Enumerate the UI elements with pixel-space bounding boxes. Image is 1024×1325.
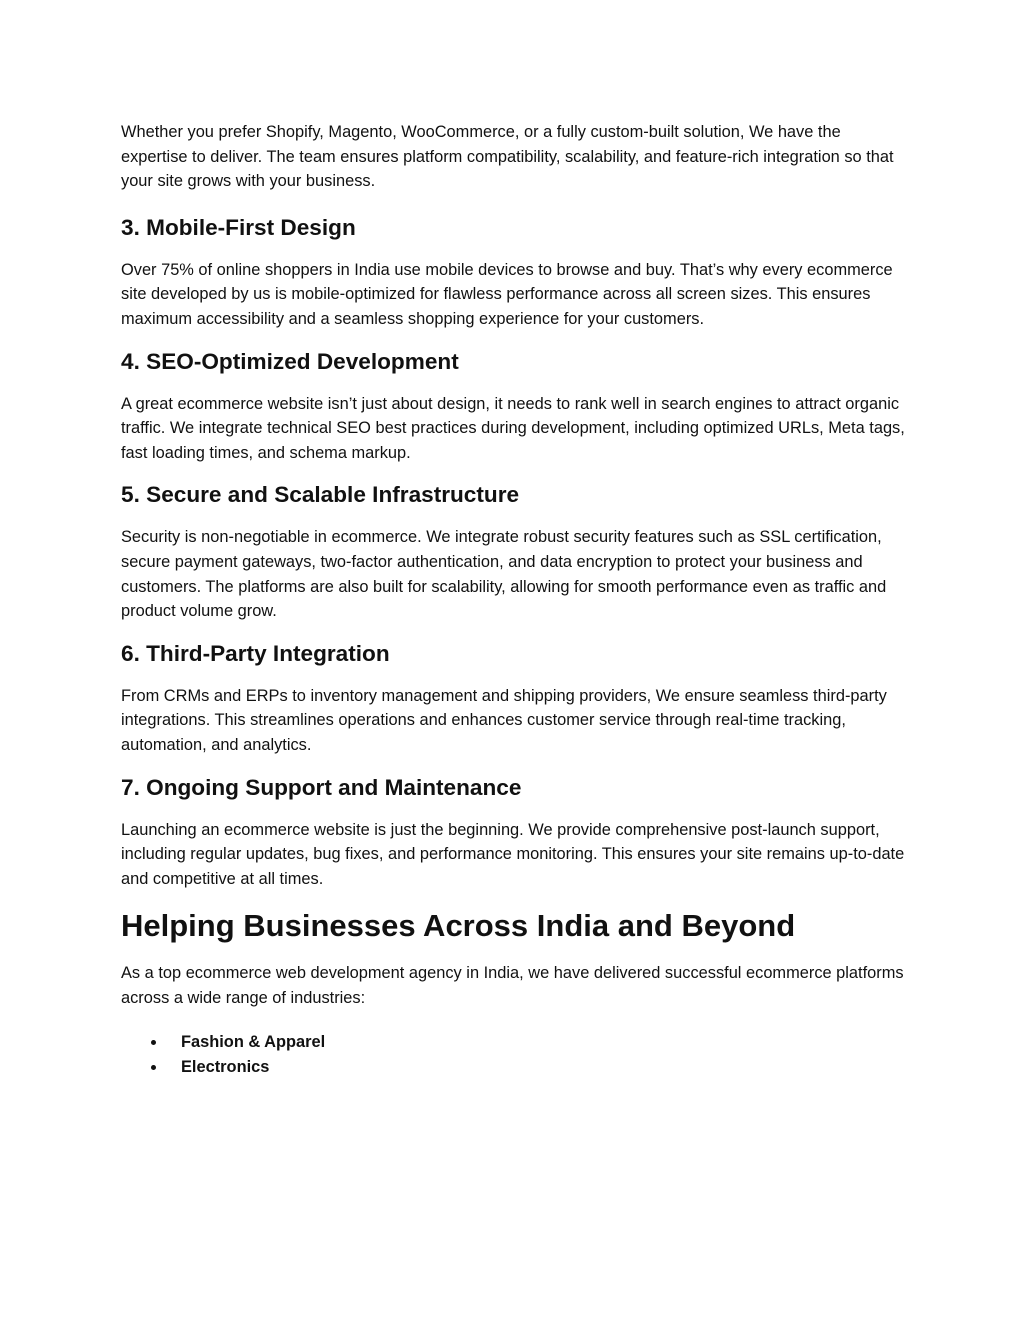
section-secure-scalable	[121, 481, 911, 623]
main-heading: Helping Businesses Across India and Beyond	[121, 908, 796, 944]
section-body: From CRMs and ERPs to inventory management and shipping providers, We ensure seamless third-party integrations. This streamlines operations and enhances customer service through real-time tracking, automation, and analytics.	[121, 686, 887, 754]
bullet-icon	[151, 1065, 156, 1070]
intro-paragraph: Whether you prefer Shopify, Magento, WooCommerce, or a fully custom-built solution, We have the expertise to deliver. The team ensures platform compatibility, scalability, and feature-rich integration so that your site grows with your business.	[121, 123, 894, 191]
list-item-label: Fashion & Apparel	[181, 1033, 326, 1052]
list-item	[121, 1030, 911, 1055]
list-item	[121, 1055, 911, 1080]
section-body: A great ecommerce website isn’t just about design, it needs to rank well in search engines to attract organic traffic. We integrate technical SEO best practices during development, including optimized URLs, Meta tags, fast loading times, and schema markup.	[121, 394, 905, 462]
bullet-icon	[151, 1040, 156, 1045]
section-mobile-first	[121, 214, 911, 332]
section-heading: 7. Ongoing Support and Maintenance	[121, 774, 522, 800]
section-ongoing-support	[121, 774, 911, 892]
section-seo-optimized	[121, 348, 911, 466]
section-heading: 5. Secure and Scalable Infrastructure	[121, 482, 520, 508]
section-body: Over 75% of online shoppers in India use mobile devices to browse and buy. That’s why every ecommerce site developed by us is mobile-optimized for flawless performance across all screen sizes. This ensures maximum accessibility and a seamless shopping experience for your customers.	[121, 260, 893, 328]
section-heading: 6. Third-Party Integration	[121, 640, 390, 666]
list-item-label: Electronics	[181, 1058, 270, 1077]
section-heading: 4. SEO-Optimized Development	[121, 348, 459, 374]
industries-list	[121, 1030, 911, 1079]
section-third-party	[121, 640, 911, 758]
document-page	[121, 120, 911, 1080]
main-paragraph: As a top ecommerce web development agency in India, we have delivered successful ecommerce platforms across a wide range of industries:	[121, 964, 904, 1007]
section-heading: 3. Mobile-First Design	[121, 214, 356, 240]
section-body: Security is non-negotiable in ecommerce. We integrate robust security features such as SSL certification, secure payment gateways, two-factor authentication, and data encryption to protect your business and customers. The platforms are also built for scalability, allowing for smooth performance even as traffic and product volume grow.	[121, 528, 887, 621]
section-body: Launching an ecommerce website is just the beginning. We provide comprehensive post-launch support, including regular updates, bug fixes, and performance monitoring. This ensures your site remains up-to-date and competitive at all times.	[121, 820, 905, 888]
